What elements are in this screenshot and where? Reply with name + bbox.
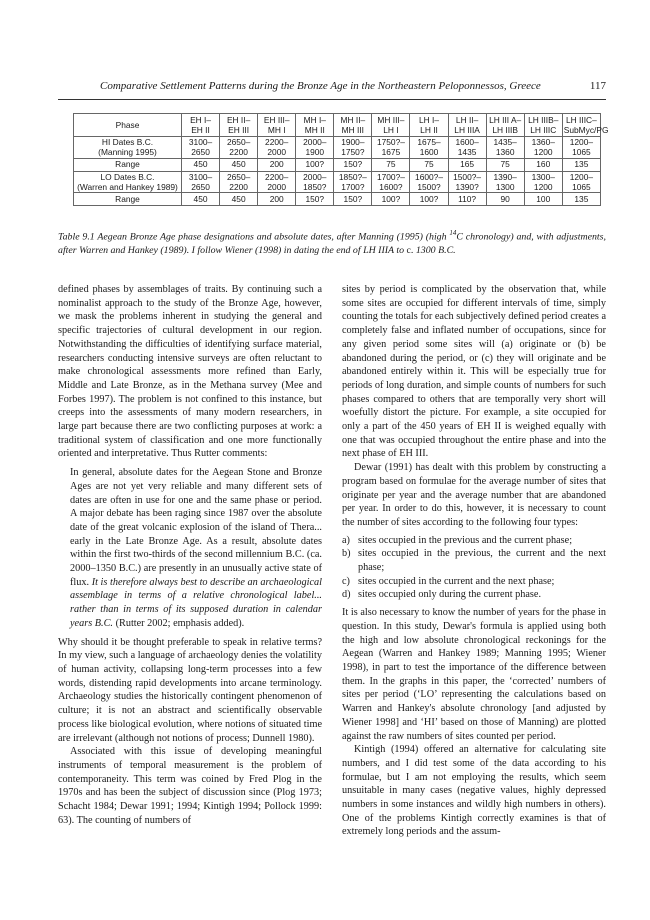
column-header: MH I– MH II bbox=[296, 114, 334, 137]
table-cell: 200 bbox=[258, 158, 296, 171]
paragraph: sites by period is complicated by the observation that, while some sites are occupied for different intervals of time, simply counting the totals for each subjectively defined period creates a completely false and inflated number of occupations, since for any given period some sites will (a) originate or (b) be abandoned during the period, or (c) they will originate and be abandoned entirely within it. This will be especially true for periods of long duration, and simple counts of numbers for such phases compared to others that are temporally very short will woefully distort the picture. For example, a site occupied for only a part of the 450 years of EH II is weighed equally with one that was occupied throughout the entire phase and into the next phase of EH III. bbox=[342, 284, 606, 460]
table-cell: 1390– 1300 bbox=[486, 171, 524, 193]
column-header: Phase bbox=[74, 114, 182, 137]
table-cell: 150? bbox=[334, 193, 372, 206]
table-cell: 75 bbox=[486, 158, 524, 171]
table-cell: 75 bbox=[410, 158, 448, 171]
table-cell: 1435– 1360 bbox=[486, 137, 524, 159]
table-cell: 450 bbox=[182, 158, 220, 171]
list-item: c) sites occupied in the current and the next phase; bbox=[342, 575, 555, 587]
table-cell: 1360– 1200 bbox=[524, 137, 562, 159]
table-cell: 135 bbox=[562, 158, 600, 171]
table-cell: 1300– 1200 bbox=[524, 171, 562, 193]
table-cell: 200 bbox=[258, 193, 296, 206]
column-header: LH II– LH IIIA bbox=[448, 114, 486, 137]
left-column bbox=[58, 283, 322, 827]
column-header: LH IIIC– SubMyc/PG bbox=[563, 114, 609, 135]
column-header: MH II– MH III bbox=[334, 114, 372, 137]
paragraph: Associated with this issue of developing meaningful instruments of temporal measurement is the problem of contemporaneity. This term was coined by Fred Plog in the 1970s and has been the subject of discussion since (Plog 1973; Schacht 1984; Dewar 1991; 1994; Kintigh 1994; Pollock 1999: 63). The counting of numbers of bbox=[58, 746, 322, 826]
table-cell: 1500?– 1390? bbox=[448, 171, 486, 193]
table-cell: 100 bbox=[524, 193, 562, 206]
table-cell: 75 bbox=[372, 158, 410, 171]
table-cell: 2000– 1850? bbox=[296, 171, 334, 193]
running-title: Comparative Settlement Patterns during the Bronze Age in the Northeastern Peloponnessos, Greece bbox=[100, 80, 541, 92]
table-cell: 2000– 1900 bbox=[296, 137, 334, 159]
table-cell: 450 bbox=[182, 193, 220, 206]
running-header bbox=[58, 80, 606, 96]
paragraph: It is also necessary to know the number of years for the phase in question. In this study, Dewar's formula is applied using both the high and low absolute chronological reckonings for the Aegean (Warren and Hankey 1989; Manning 1995; Wiener 1998), in part to test the importance of the difference between them. In the graphs in this paper, the ‘corrected’ numbers of sites per period (‘LO’ representing the calculations based on Warren and Hankey's absolute chronology [and adjusted by Wiener 1998] and ‘HI’ based on those of Manning) are plotted against the raw numbers of sites counted per period. bbox=[342, 607, 606, 742]
column-header: LH IIIB– LH IIIC bbox=[524, 114, 562, 137]
column-header: EH III– MH I bbox=[258, 114, 296, 137]
table-cell: 2650– 2200 bbox=[220, 171, 258, 193]
table-cell: 1750?– 1675 bbox=[372, 137, 410, 159]
table-cell: 1200– 1065 bbox=[562, 171, 600, 193]
table-cell: 2200– 2000 bbox=[258, 137, 296, 159]
table-cell: 165 bbox=[448, 158, 486, 171]
paragraph: Dewar (1991) has dealt with this problem by constructing a program based on formulae for the average number of sites that originate per year and the average number that are abandoned per year. In order to do this, however, it is necessary to count the number of sites according to the following four types: bbox=[342, 462, 606, 528]
header-rule bbox=[58, 99, 606, 100]
site-type-list bbox=[342, 534, 606, 603]
column-header: MH III– LH I bbox=[372, 114, 410, 137]
table-header-row bbox=[74, 114, 601, 137]
table-cell: 450 bbox=[220, 158, 258, 171]
table-row bbox=[74, 137, 601, 159]
table-cell: 100? bbox=[372, 193, 410, 206]
table-cell: 1900– 1750? bbox=[334, 137, 372, 159]
table-cell: 100? bbox=[410, 193, 448, 206]
column-header: EH I– EH II bbox=[182, 114, 220, 137]
table-cell: 100? bbox=[296, 158, 334, 171]
table-cell: 110? bbox=[448, 193, 486, 206]
row-label: Range bbox=[74, 193, 182, 206]
table-cell: 2200– 2000 bbox=[258, 171, 296, 193]
table-cell: 3100– 2650 bbox=[182, 137, 220, 159]
paragraph: defined phases by assemblages of traits. By continuing such a nominalist approach to the study of the Bronze Age, however, we mask the problems inherent in studying the general and specific trajectories of cultural development in our region. Notwithstanding the difficulties of identifying surface material, researchers conducting intensive surveys are often reluctant to make chronological assessments more refined than Early, Middle and Late Bronze, as in the Methana survey (Mee and Forbes 1997). The problem is not confined to this instance, but creeps into the assessments of many modern researchers, in large part because there are two conflicting purposes at work: a traditional system of classification and one more functionally oriented and interpretative. Thus Rutter comments: bbox=[58, 284, 322, 460]
table-cell: 150? bbox=[296, 193, 334, 206]
table-cell: 135 bbox=[562, 193, 600, 206]
table-cell: 160 bbox=[524, 158, 562, 171]
paragraph: Kintigh (1994) offered an alternative for calculating site numbers, and I did test some of the data according to his formulae, but I am not employing the results, which seem unsuitable in many cases (negative values, highly depressed numbers in some instances and wildly high numbers in others). One of the problems Kintigh correctly examines is that of extremely long periods and the assum- bbox=[342, 744, 606, 838]
table-row bbox=[74, 171, 601, 193]
column-header: LH I– LH II bbox=[410, 114, 448, 137]
table-cell: 1600– 1435 bbox=[448, 137, 486, 159]
table-caption: Table 9.1 Aegean Bronze Age phase designations and absolute dates, after Manning (1995) (high $^{14}$C chronology) and, with adjustments, after Warren and Hankey (1989). I follow Wiener (1998) in dating the end of LH IIIA to c. 1300 B.C. bbox=[58, 229, 606, 256]
row-label: LO Dates B.C. (Warren and Hankey 1989) bbox=[74, 171, 182, 193]
list-item: d) sites occupied only during the current phase. bbox=[342, 589, 542, 601]
list-item: b) sites occupied in the previous, the current and the next phase; bbox=[342, 548, 606, 574]
page-number: 117 bbox=[589, 80, 606, 92]
column-header: EH II– EH III bbox=[220, 114, 258, 137]
chronology-table bbox=[73, 113, 609, 206]
table-cell: 90 bbox=[486, 193, 524, 206]
table-cell: 1600?– 1500? bbox=[410, 171, 448, 193]
column-header: LH III A– LH IIIB bbox=[486, 114, 524, 137]
list-item: a) sites occupied in the previous and the current phase; bbox=[342, 534, 573, 546]
table-cell: 1675– 1600 bbox=[410, 137, 448, 159]
row-label: Range bbox=[74, 158, 182, 171]
table-cell: 3100– 2650 bbox=[182, 171, 220, 193]
table-cell: 150? bbox=[334, 158, 372, 171]
table-row bbox=[74, 158, 601, 171]
table-cell: 2650– 2200 bbox=[220, 137, 258, 159]
block-quote: In general, absolute dates for the Aegean Stone and Bronze Ages are not yet very reliable and many different sets of dates are often in use for one and the same phase or period. A major debate has been raging since 1987 over the absolute date of the great volcanic explosion of the island of Thera... early in the Late Bronze Age. As a result, absolute dates within the first two-thirds of the second millennium B.C. (ca. 2000–1350 B.C.) are presently in an unusually active state of flux. It is therefore always best to describe an archaeological assemblage in terms of a relative chronological label... rather than in terms of its supposed duration in calendar years B.C. (Rutter 2002; emphasis added). bbox=[70, 467, 323, 629]
paragraph: Why should it be thought preferable to speak in relative terms? In my view, such a language of archaeology denies the volatility of human activity, collapsing long-term processes into a few words, distending rapid developments into arcane terminology. Archaeology studies the historically contingent phenomenon of culture; it is not an abstract and scientifically observable process like biological evolution, where notions of situated time are irrelevant (although not notions of process; Dunnell 1980). bbox=[58, 636, 322, 744]
right-column bbox=[342, 283, 606, 839]
table-cell: 1200– 1065 bbox=[562, 137, 600, 159]
table-cell: 1850?– 1700? bbox=[334, 171, 372, 193]
table-cell: 450 bbox=[220, 193, 258, 206]
row-label: HI Dates B.C. (Manning 1995) bbox=[74, 137, 182, 159]
table-cell: 1700?– 1600? bbox=[372, 171, 410, 193]
table-row bbox=[74, 193, 601, 206]
